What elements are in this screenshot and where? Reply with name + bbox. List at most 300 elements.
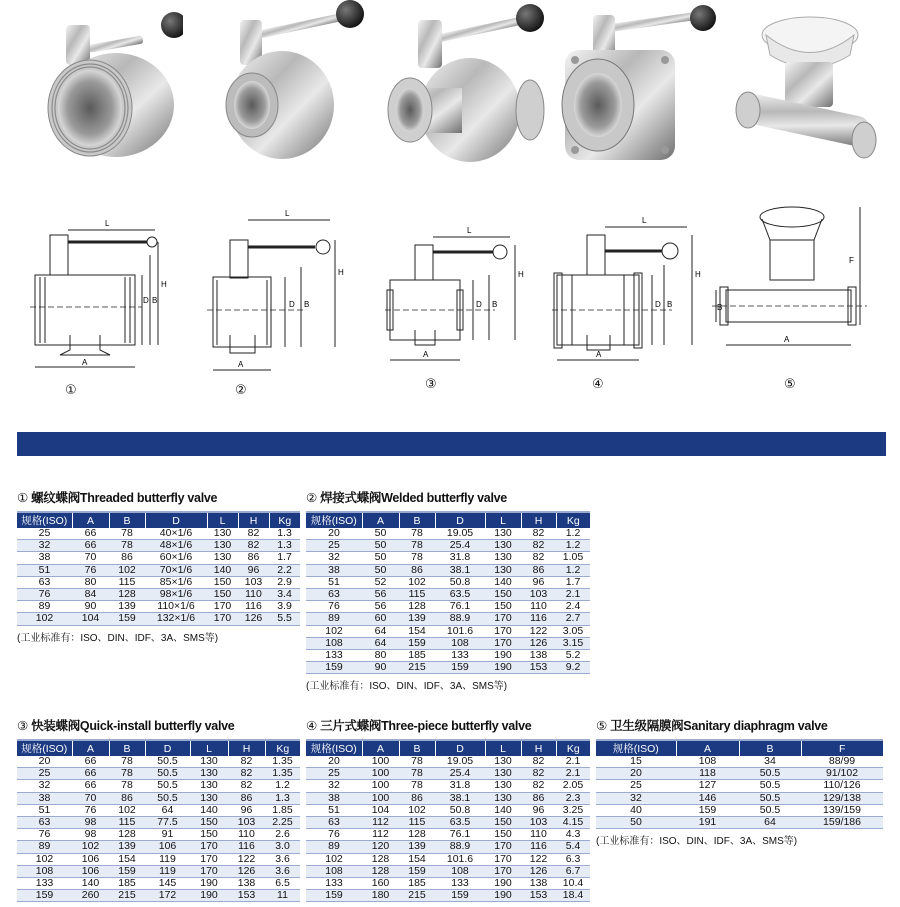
table-cell: 76.1 (435, 601, 485, 613)
table-cell: 82 (521, 552, 556, 564)
table-cell: 64 (145, 804, 190, 816)
table-cell: 2.1 (556, 589, 590, 601)
table-row (17, 865, 300, 877)
column-header: 规格(ISO) (596, 740, 676, 756)
table-cell: 153 (228, 890, 265, 902)
table-cell: 130 (485, 540, 521, 552)
table-row (596, 780, 883, 792)
table-cell: 89 (306, 841, 362, 853)
table-cell: 50.5 (739, 780, 801, 792)
table-cell: 19.05 (435, 528, 485, 540)
column-header: B (109, 740, 145, 756)
table-cell: 50 (362, 540, 399, 552)
table-cell: 86 (399, 564, 435, 576)
table-cell: 170 (190, 841, 228, 853)
table-cell: 6.3 (556, 853, 590, 865)
table-cell: 25 (596, 780, 676, 792)
standards-note: (工业标准有：ISO、DIN、IDF、3A、SMS等) (596, 836, 798, 848)
table-row (17, 540, 300, 552)
table-cell: 3.15 (556, 637, 590, 649)
table-cell: 128 (109, 829, 145, 841)
table-cell: 139 (399, 841, 435, 853)
table-row (306, 564, 590, 576)
table-cell: 50.5 (145, 780, 190, 792)
table-cell: 190 (485, 890, 521, 902)
table-cell: 20 (306, 756, 362, 768)
table-cell: 101.6 (435, 625, 485, 637)
table-cell: 50.5 (739, 804, 801, 816)
table-cell: 110×1/6 (145, 601, 207, 613)
table-cell: 172 (145, 890, 190, 902)
table-cell: 25 (17, 528, 72, 540)
table-cell: 119 (145, 865, 190, 877)
table-cell: 122 (521, 625, 556, 637)
table-cell: 130 (207, 528, 238, 540)
table-cell: 154 (399, 625, 435, 637)
column-header: H (238, 512, 269, 528)
table-cell: 31.8 (435, 552, 485, 564)
table-row (17, 613, 300, 625)
table-cell: 115 (399, 589, 435, 601)
table-cell: 115 (399, 817, 435, 829)
table-cell: 215 (109, 890, 145, 902)
table-cell: 159 (306, 662, 362, 674)
table-cell: 2.1 (556, 768, 590, 780)
table-cell: 102 (399, 576, 435, 588)
table-cell: 50.8 (435, 576, 485, 588)
table-cell: 76.1 (435, 829, 485, 841)
section-title (306, 716, 590, 734)
column-header: D (435, 512, 485, 528)
table-cell: 118 (676, 768, 739, 780)
table-cell: 140 (190, 804, 228, 816)
table-cell: 130 (485, 564, 521, 576)
table-cell: 102 (306, 853, 362, 865)
table-cell: 190 (485, 650, 521, 662)
table-cell: 145 (145, 878, 190, 890)
table-cell: 133 (17, 878, 72, 890)
table-cell: 6.5 (265, 878, 300, 890)
quick-install-valve-drawing (385, 195, 535, 405)
table-cell: 78 (109, 756, 145, 768)
table-row (306, 780, 590, 792)
table-cell: 139 (399, 613, 435, 625)
table-cell: 215 (399, 662, 435, 674)
section-title-text: 卫生级隔膜阀Sanitary diaphragm valve (610, 719, 828, 733)
table-cell: 82 (521, 768, 556, 780)
table-cell: 100 (362, 756, 399, 768)
table-cell: 82 (238, 540, 269, 552)
table-cell: 80 (72, 576, 109, 588)
table-row (306, 637, 590, 649)
table-cell: 32 (306, 552, 362, 564)
section-number: ⑤ (596, 718, 607, 733)
dim-d: D (289, 300, 295, 309)
table-cell: 56 (362, 601, 399, 613)
table-cell: 150 (190, 829, 228, 841)
section-title (17, 716, 300, 734)
drawing-number-4: ④ (592, 377, 604, 392)
table-cell: 50 (362, 564, 399, 576)
dim-a: A (238, 360, 244, 369)
table-cell: 3.0 (265, 841, 300, 853)
section-title (596, 716, 883, 734)
table-cell: 86 (228, 792, 265, 804)
table-cell: 140 (207, 564, 238, 576)
three-piece-valve-drawing (552, 195, 707, 405)
table-cell: 1.7 (269, 552, 300, 564)
drawing-number-2: ② (235, 383, 247, 398)
table-cell: 4.15 (556, 817, 590, 829)
table-cell: 2.6 (265, 829, 300, 841)
table-cell: 70 (72, 792, 109, 804)
table-cell: 104 (72, 613, 109, 625)
threaded-valve-photo (28, 0, 183, 180)
table-cell: 78 (399, 780, 435, 792)
table-cell: 82 (228, 756, 265, 768)
table-cell: 78 (399, 756, 435, 768)
table-cell: 106 (72, 853, 109, 865)
table-cell: 76 (72, 804, 109, 816)
table-cell: 11 (265, 890, 300, 902)
table-cell: 104 (362, 804, 399, 816)
table-cell: 89 (17, 841, 72, 853)
column-header: L (190, 740, 228, 756)
table-row (306, 792, 590, 804)
table-cell: 38.1 (435, 792, 485, 804)
table-cell: 56 (362, 589, 399, 601)
table-row (306, 756, 590, 768)
table-cell: 100 (362, 792, 399, 804)
table-cell: 18.4 (556, 890, 590, 902)
table-cell: 86 (109, 552, 145, 564)
table-cell: 102 (109, 564, 145, 576)
table-cell: 102 (109, 804, 145, 816)
section-banner (17, 432, 886, 456)
table-cell: 51 (17, 804, 72, 816)
table-cell: 108 (306, 637, 362, 649)
table-cell: 170 (190, 865, 228, 877)
table-cell: 25 (306, 768, 362, 780)
table-cell: 50.5 (145, 768, 190, 780)
table-cell: 80 (362, 650, 399, 662)
table-cell: 1.3 (269, 540, 300, 552)
table-row (306, 576, 590, 588)
dim-d: D (143, 296, 149, 305)
table-cell: 130 (485, 552, 521, 564)
table-cell: 63 (306, 589, 362, 601)
welded-valve-table (306, 511, 590, 674)
table-cell: 50.5 (145, 756, 190, 768)
dim-d: D (655, 300, 661, 309)
table-cell: 1.3 (265, 792, 300, 804)
column-header: L (485, 512, 521, 528)
table-cell: 82 (521, 540, 556, 552)
table-cell: 138 (228, 878, 265, 890)
table-row (306, 540, 590, 552)
dim-h: H (338, 268, 344, 277)
quick-install-valve-section (17, 716, 300, 902)
table-cell: 76 (306, 601, 362, 613)
table-cell: 110/126 (801, 780, 883, 792)
table-cell: 66 (72, 780, 109, 792)
table-cell: 2.4 (556, 601, 590, 613)
table-cell: 103 (521, 589, 556, 601)
table-cell: 98 (72, 817, 109, 829)
three-piece-valve-table (306, 739, 590, 902)
dim-l: L (105, 219, 110, 228)
dim-f: F (849, 256, 854, 265)
table-cell: 77.5 (145, 817, 190, 829)
column-header: A (72, 740, 109, 756)
table-cell: 170 (190, 853, 228, 865)
table-cell: 133 (306, 650, 362, 662)
table-cell: 78 (399, 540, 435, 552)
section-title (306, 488, 590, 506)
table-cell: 10.4 (556, 878, 590, 890)
table-row (306, 650, 590, 662)
table-cell: 100 (362, 780, 399, 792)
table-row (306, 589, 590, 601)
table-cell: 112 (362, 817, 399, 829)
table-cell: 150 (485, 601, 521, 613)
table-cell: 50.5 (739, 792, 801, 804)
column-header: F (801, 740, 883, 756)
table-cell: 3.9 (269, 601, 300, 613)
welded-valve-drawing (205, 195, 355, 405)
section-title-text: 焊接式蝶阀Welded butterfly valve (320, 491, 507, 505)
table-cell: 128 (399, 829, 435, 841)
dim-b: B (152, 296, 158, 305)
table-cell: 82 (228, 768, 265, 780)
table-cell: 1.35 (265, 768, 300, 780)
table-cell: 140 (72, 878, 109, 890)
table-cell: 106 (72, 865, 109, 877)
table-cell: 31.8 (435, 780, 485, 792)
table-row (596, 804, 883, 816)
table-cell: 103 (228, 817, 265, 829)
table-cell: 103 (238, 576, 269, 588)
standards-note: (工业标准有：ISO、DIN、IDF、3A、SMS等) (306, 681, 508, 693)
table-row (306, 768, 590, 780)
table-cell: 154 (399, 853, 435, 865)
table-cell: 153 (521, 890, 556, 902)
table-cell: 150 (190, 817, 228, 829)
table-cell: 64 (362, 637, 399, 649)
table-cell: 84 (72, 589, 109, 601)
table-cell: 78 (109, 528, 145, 540)
table-cell: 150 (485, 589, 521, 601)
table-cell: 78 (399, 528, 435, 540)
table-cell: 128 (362, 865, 399, 877)
section-title-text: 快装蝶阀Quick-install butterfly valve (31, 719, 235, 733)
table-row (306, 890, 590, 902)
table-cell: 128 (362, 853, 399, 865)
table-cell: 170 (485, 625, 521, 637)
table-cell: 140 (485, 804, 521, 816)
table-cell: 98×1/6 (145, 589, 207, 601)
table-row (306, 552, 590, 564)
table-cell: 20 (306, 528, 362, 540)
column-header: D (435, 740, 485, 756)
table-cell: 66 (72, 528, 109, 540)
table-cell: 108 (435, 865, 485, 877)
table-cell: 50.5 (145, 792, 190, 804)
table-row (306, 601, 590, 613)
dim-l: L (642, 216, 647, 225)
table-row (17, 841, 300, 853)
table-cell: 34 (739, 756, 801, 768)
threaded-valve-table (17, 511, 300, 626)
table-header-row (596, 740, 883, 756)
table-row (596, 792, 883, 804)
table-cell: 119 (145, 853, 190, 865)
table-cell: 32 (596, 792, 676, 804)
table-cell: 89 (306, 613, 362, 625)
table-cell: 89 (17, 601, 72, 613)
table-header-row (306, 512, 590, 528)
diaphragm-valve-photo (730, 0, 880, 180)
table-cell: 1.3 (269, 528, 300, 540)
table-cell: 96 (228, 804, 265, 816)
table-cell: 2.2 (269, 564, 300, 576)
table-cell: 2.9 (269, 576, 300, 588)
column-header: B (739, 740, 801, 756)
table-cell: 38 (17, 552, 72, 564)
technical-drawings (0, 195, 900, 410)
table-cell: 2.3 (556, 792, 590, 804)
table-cell: 2.7 (556, 613, 590, 625)
table-cell: 159 (435, 662, 485, 674)
table-cell: 38 (306, 792, 362, 804)
table-cell: 25 (17, 768, 72, 780)
welded-valve-photo (212, 0, 372, 180)
table-cell: 108 (17, 865, 72, 877)
table-cell: 38 (306, 564, 362, 576)
table-cell: 96 (238, 564, 269, 576)
column-header: D (145, 512, 207, 528)
table-row (17, 780, 300, 792)
table-cell: 103 (521, 817, 556, 829)
table-cell: 160 (362, 878, 399, 890)
column-header: L (207, 512, 238, 528)
table-cell: 170 (207, 601, 238, 613)
table-cell: 1.05 (556, 552, 590, 564)
column-header: A (72, 512, 109, 528)
table-cell: 88.9 (435, 841, 485, 853)
table-cell: 32 (17, 540, 72, 552)
table-cell: 20 (596, 768, 676, 780)
table-cell: 190 (485, 878, 521, 890)
table-cell: 66 (72, 768, 109, 780)
table-cell: 60 (362, 613, 399, 625)
table-cell: 130 (485, 768, 521, 780)
table-cell: 3.6 (265, 853, 300, 865)
table-cell: 1.2 (556, 564, 590, 576)
table-cell: 132×1/6 (145, 613, 207, 625)
table-cell: 82 (521, 528, 556, 540)
three-piece-valve-section (306, 716, 590, 902)
table-cell: 98 (72, 829, 109, 841)
table-cell: 96 (521, 804, 556, 816)
table-cell: 5.5 (269, 613, 300, 625)
table-cell: 170 (485, 853, 521, 865)
table-row (17, 792, 300, 804)
table-cell: 129/138 (801, 792, 883, 804)
threaded-valve-drawing (30, 195, 180, 405)
table-cell: 138 (521, 878, 556, 890)
dim-l: L (285, 209, 290, 218)
table-row (17, 576, 300, 588)
table-cell: 126 (521, 637, 556, 649)
table-cell: 185 (109, 878, 145, 890)
table-cell: 76 (17, 829, 72, 841)
table-cell: 108 (306, 865, 362, 877)
table-cell: 190 (190, 878, 228, 890)
table-cell: 108 (435, 637, 485, 649)
drawing-number-3: ③ (425, 377, 437, 392)
column-header: A (362, 512, 399, 528)
table-cell: 64 (362, 625, 399, 637)
table-cell: 32 (306, 780, 362, 792)
table-cell: 90 (362, 662, 399, 674)
table-cell: 85×1/6 (145, 576, 207, 588)
dim-a: A (784, 335, 790, 344)
diaphragm-valve-section (596, 716, 883, 847)
table-cell: 25 (306, 540, 362, 552)
table-header-row (306, 740, 590, 756)
table-cell: 66 (72, 756, 109, 768)
table-cell: 9.2 (556, 662, 590, 674)
table-cell: 2.05 (556, 780, 590, 792)
table-cell: 170 (485, 637, 521, 649)
table-cell: 19.05 (435, 756, 485, 768)
table-cell: 25.4 (435, 540, 485, 552)
dim-d: D (476, 300, 482, 309)
table-cell: 50 (362, 528, 399, 540)
product-photos (0, 0, 900, 185)
table-cell: 78 (399, 768, 435, 780)
table-cell: 126 (521, 865, 556, 877)
column-header: H (521, 512, 556, 528)
table-cell: 159 (435, 890, 485, 902)
table-cell: 185 (399, 878, 435, 890)
table-row (17, 890, 300, 902)
table-cell: 170 (207, 613, 238, 625)
table-cell: 86 (109, 792, 145, 804)
dim-b: B (717, 303, 723, 312)
table-cell: 50.8 (435, 804, 485, 816)
table-cell: 180 (362, 890, 399, 902)
column-header: D (145, 740, 190, 756)
table-row (17, 768, 300, 780)
table-cell: 5.2 (556, 650, 590, 662)
column-header: Kg (556, 512, 590, 528)
table-cell: 150 (485, 817, 521, 829)
column-header: A (362, 740, 399, 756)
table-row (17, 829, 300, 841)
table-cell: 1.35 (265, 756, 300, 768)
table-cell: 115 (109, 817, 145, 829)
table-cell: 60×1/6 (145, 552, 207, 564)
table-cell: 63 (17, 817, 72, 829)
table-cell: 82 (521, 756, 556, 768)
table-cell: 102 (306, 625, 362, 637)
threaded-valve-section (17, 488, 300, 644)
table-cell: 146 (676, 792, 739, 804)
table-cell: 130 (190, 768, 228, 780)
table-cell: 50 (596, 817, 676, 829)
